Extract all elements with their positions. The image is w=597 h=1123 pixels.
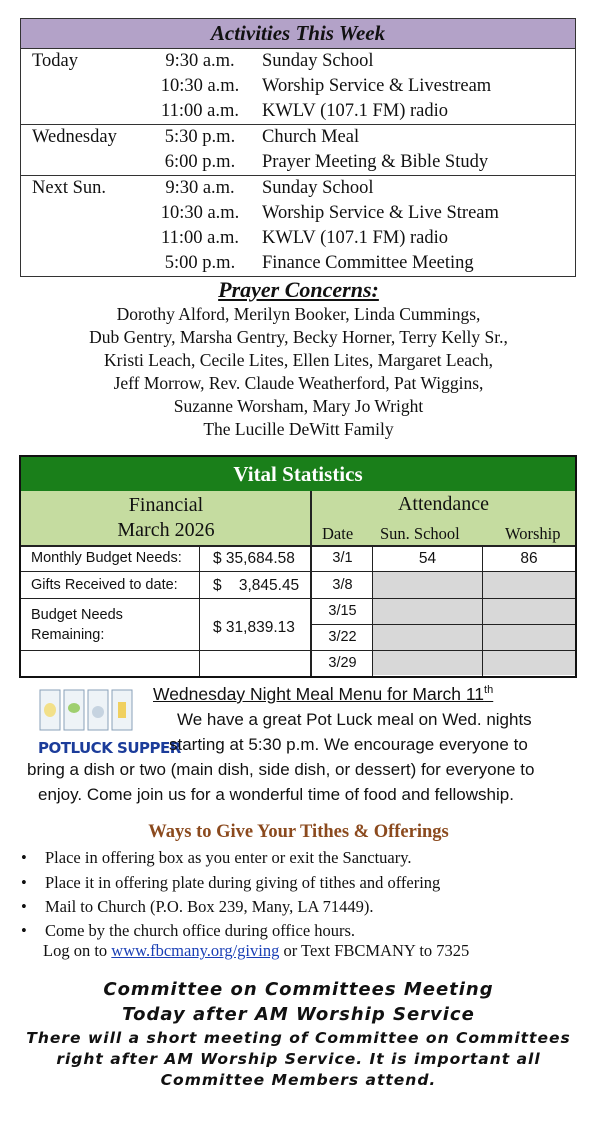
potluck-supper-icon: [38, 688, 181, 757]
potluck-line: enjoy. Come join us for a wonderful time of food and fellowship.: [38, 785, 514, 804]
ways-bullet: • Come by the church office during office hours.: [21, 921, 356, 940]
day-label: Today: [32, 51, 78, 71]
divider: [21, 598, 575, 599]
bullet-icon: •: [21, 873, 27, 892]
potluck-line: starting at 5:30 p.m. We encourage everyone to: [169, 735, 528, 754]
event-name: Worship Service & Livestream: [262, 76, 492, 96]
att-date: 3/29: [328, 655, 357, 671]
prayer-names: [0, 303, 597, 441]
month-label: March 2026: [117, 519, 215, 541]
committee-body-line: right after AM Worship Service. It is important all: [56, 1050, 541, 1068]
potluck-title: [153, 684, 493, 705]
potluck-title-text: Wednesday Night Meal Menu for March 11: [153, 684, 485, 704]
committee-subtitle: Today after AM Worship Service: [122, 1004, 475, 1025]
fin-amount: $ 35,684.58: [213, 550, 295, 567]
prayer-line: Dorothy Alford, Merilyn Booker, Linda Cummings,: [116, 304, 481, 324]
att-date: 3/15: [328, 603, 357, 619]
event-name: Finance Committee Meeting: [262, 253, 474, 273]
divider: [21, 650, 575, 651]
activities-section-wednesday: [21, 125, 575, 176]
potluck-dishes-icon: [38, 688, 134, 732]
divider: [21, 545, 575, 547]
event-name: KWLV (107.1 FM) radio: [262, 101, 449, 121]
divider: [310, 491, 312, 676]
fin-label: Remaining:: [31, 627, 105, 643]
attendance-label: Attendance: [397, 493, 490, 515]
activities-section-today: [21, 49, 575, 125]
potluck-line: bring a dish or two (main dish, side dish, or dessert) for everyone to: [27, 760, 535, 779]
prayer-line: Kristi Leach, Cecile Lites, Ellen Lites, Margaret Leach,: [104, 350, 493, 370]
ways-to-give-title: Ways to Give Your Tithes & Offerings: [148, 822, 449, 842]
col-date: Date: [322, 524, 354, 543]
ways-bullet: • Place it in offering plate during giving of tithes and offering: [21, 873, 441, 892]
prayer-line: Suzanne Worsham, Mary Jo Wright: [173, 396, 424, 416]
activities-title: Activities This Week: [21, 19, 575, 49]
event-time: 11:00 a.m.: [161, 101, 239, 121]
event-time: 10:30 a.m.: [160, 203, 240, 223]
vital-title: Vital Statistics: [21, 457, 575, 491]
day-label: Next Sun.: [32, 178, 106, 198]
financial-header: [21, 491, 311, 545]
divider: [312, 624, 575, 625]
activities-section-next-sunday: [21, 176, 575, 276]
giving-logon-line: Log on to www.fbcmany.org/giving or Text FBCMANY to 7325: [43, 941, 470, 960]
col-worship: Worship: [505, 524, 561, 543]
ways-bullet: • Mail to Church (P.O. Box 239, Many, LA 71449).: [21, 897, 374, 916]
day-label: Wednesday: [32, 127, 117, 147]
financial-label: Financial: [128, 494, 204, 516]
ways-bullet: • Place in offering box as you enter or exit the Sanctuary.: [21, 848, 412, 867]
event-time: 11:00 a.m.: [161, 228, 239, 248]
bullet-icon: •: [21, 897, 27, 916]
giving-link[interactable]: www.fbcmany.org/giving: [111, 941, 280, 960]
event-time: 9:30 a.m.: [165, 178, 235, 198]
event-time: 10:30 a.m.: [160, 76, 240, 96]
attendance-header: [312, 491, 575, 545]
bullet-icon: •: [21, 921, 27, 940]
vital-statistics-table: [19, 455, 577, 678]
att-date: 3/1: [332, 550, 353, 566]
event-name: KWLV (107.1 FM) radio: [262, 228, 449, 248]
divider: [21, 571, 575, 572]
potluck-line: We have a great Pot Luck meal on Wed. nights: [177, 710, 532, 729]
potluck-title-sup: th: [484, 684, 494, 697]
prayer-line: Dub Gentry, Marsha Gentry, Becky Horner, Terry Kelly Sr.,: [89, 327, 508, 347]
empty-cells-worship: [483, 571, 575, 675]
committee-body-line: Committee Members attend.: [160, 1071, 437, 1089]
fin-label: Gifts Received to date:: [31, 577, 178, 593]
att-sunday: 54: [418, 550, 437, 567]
event-name: Worship Service & Live Stream: [262, 203, 499, 223]
prayer-line: Jeff Morrow, Rev. Claude Weatherford, Pat Wiggins,: [113, 373, 484, 393]
empty-cells-sunday: [373, 571, 482, 675]
divider: [199, 545, 200, 676]
att-worship: 86: [520, 550, 538, 567]
event-name: Church Meal: [262, 127, 360, 147]
att-date: 3/8: [332, 577, 353, 593]
event-time: 5:00 p.m.: [164, 253, 236, 273]
event-name: Prayer Meeting & Bible Study: [262, 152, 489, 172]
event-time: 5:30 p.m.: [164, 127, 236, 147]
committee-title: Committee on Committees Meeting: [103, 979, 494, 1000]
event-time: 6:00 p.m.: [164, 152, 236, 172]
col-sunday-school: Sun. School: [380, 524, 460, 543]
att-date: 3/22: [328, 629, 357, 645]
prayer-line: The Lucille DeWitt Family: [203, 419, 394, 439]
event-name: Sunday School: [262, 178, 374, 198]
event-time: 9:30 a.m.: [165, 51, 235, 71]
prayer-title: Prayer Concerns:: [218, 277, 379, 302]
bullet-icon: •: [21, 848, 27, 867]
activities-table: [20, 18, 576, 277]
fin-label: Budget Needs: [31, 607, 123, 623]
event-name: Sunday School: [262, 51, 374, 71]
fin-amount: $ 3,845.45: [213, 577, 300, 594]
committee-body-line: There will a short meeting of Committee on Committees: [26, 1029, 571, 1047]
potluck-icon-text: POTLUCK SUPPER: [38, 739, 181, 757]
fin-amount: $ 31,839.13: [213, 619, 295, 636]
fin-label: Monthly Budget Needs:: [31, 550, 182, 566]
